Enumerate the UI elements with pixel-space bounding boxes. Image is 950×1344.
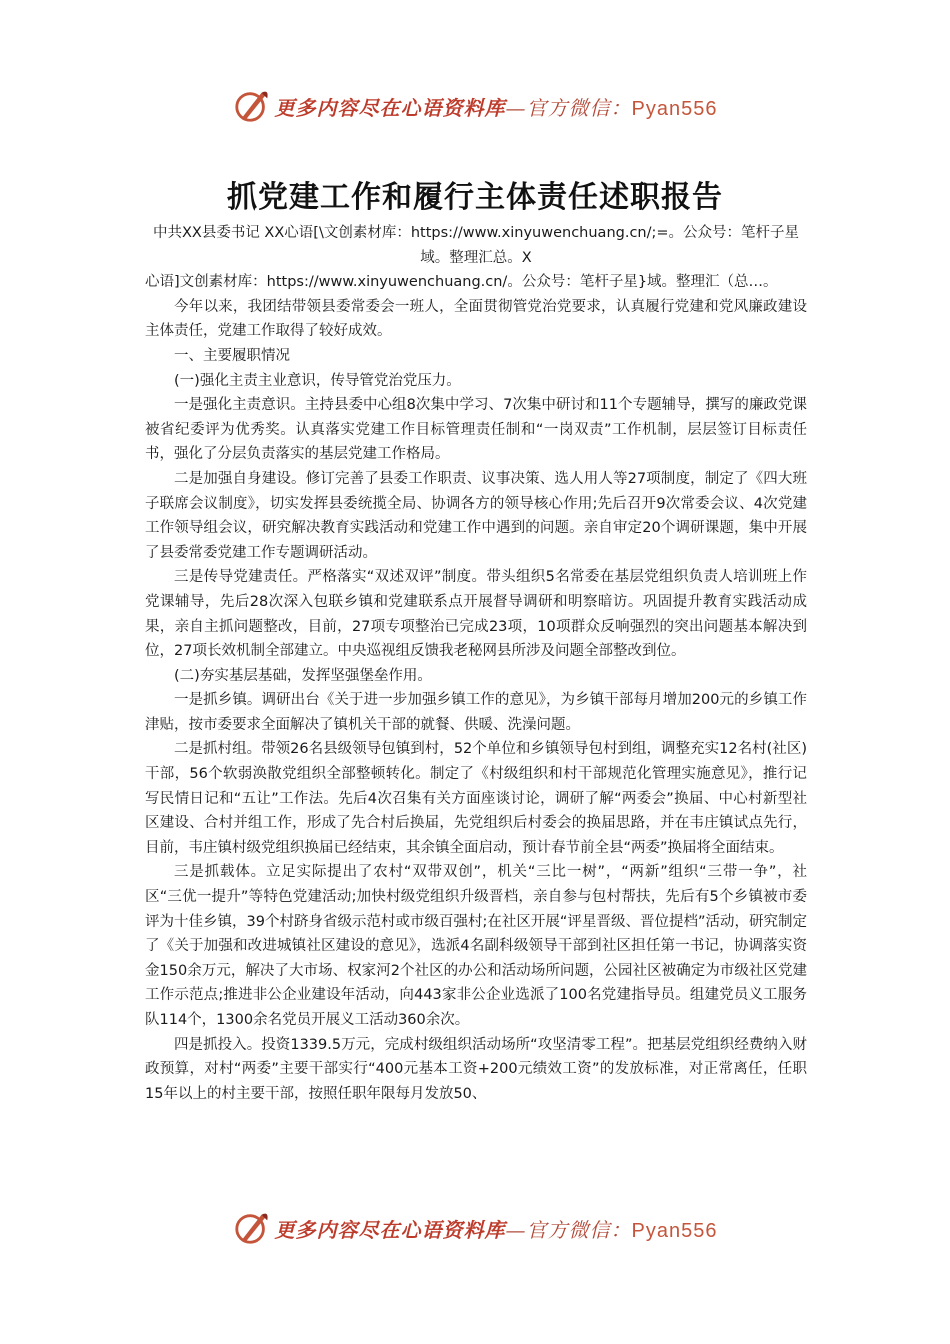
banner-dash: — [505, 1217, 527, 1242]
subsection-heading-1: (一)强化主责主业意识，传导管党治党压力。 [174, 372, 461, 389]
banner-dash: — [505, 95, 527, 120]
paragraph: 一是强化主责意识。主持县委中心组8次集中学习、7次集中研讨和11个专题辅导，撰写的廉政党课被省纪委评为优秀奖。认真落实党建工作目标管理责任制和“一岗双责”工作机制，层层签订目标责任书，强化了分层负责落实的基层党建工作格局。 [145, 397, 807, 463]
meta-line-1: 中共XX县委书记 XX心语[\文创素材库：https://www.xinyuwenchuang.cn/;=。公众号：笔杆子星域。整理汇总。X [152, 225, 800, 266]
document-body [145, 221, 807, 1106]
banner-text [275, 92, 718, 121]
paragraph: 一是抓乡镇。调研出台《关于进一步加强乡镇工作的意见》，为乡镇干部每月增加200元的乡镇工作津贴，按市委要求全面解决了镇机关干部的就餐、供暖、洗澡问题。 [145, 692, 807, 733]
banner-wechat-id: Pyan556 [631, 1219, 718, 1242]
document-title: 抓党建工作和履行主体责任述职报告 [227, 180, 723, 215]
paragraph: 三是传导党建责任。严格落实“双述双评”制度。带头组织5名常委在基层党组织负责人培训班上作党课辅导，先后28次深入包联乡镇和党建联系点开展督导调研和明察暗访。巩固提升教育实践活动成果，亲自主抓问题整改，目前，27项专项整治已完成23项，10项群众反响强烈的突出问题基本解决到位，27项长效机制全部建立。中央巡视组反馈我老秘网县所涉及问题全部整改到位。 [145, 569, 807, 660]
banner-wechat-label: 官方微信： [526, 1217, 632, 1242]
paragraph-intro: 今年以来，我团结带领县委常委会一班人，全面贯彻管党治党要求，认真履行党建和党风廉政建设主体责任，党建工作取得了较好成效。 [145, 298, 807, 340]
quill-logo-icon [233, 1209, 271, 1247]
banner-text [275, 1214, 718, 1243]
banner-wechat-label: 官方微信： [526, 95, 632, 120]
quill-logo-icon [233, 87, 271, 125]
meta-line-2: 心语]文创素材库：https://www.xinyuwenchuang.cn/。公众号：笔杆子星}域。整理汇（总…。 [145, 274, 778, 291]
footer-banner [0, 1206, 950, 1250]
paragraph: 二是加强自身建设。修订完善了县委工作职责、议事决策、选人用人等27项制度，制定了《四大班子联席会议制度》，切实发挥县委统揽全局、协调各方的领导核心作用;先后召开9次常委会议、4次党建工作领导组会议，研究解决教育实践活动和党建工作中遇到的问题。亲自审定20个调研课题，集中开展了县委常委党建工作专题调研活动。 [145, 470, 807, 561]
banner-wechat-id: Pyan556 [631, 97, 718, 120]
banner-brand: 更多内容尽在心语资料库 [274, 95, 506, 120]
paragraph: 二是抓村组。带领26名县级领导包镇到村，52个单位和乡镇领导包村到组，调整充实12名村(社区)干部，56个软弱涣散党组织全部整顿转化。制定了《村级组织和村干部规范化管理实施意见》，推行记写民情日记和“五让”工作法。先后4次召集有关方面座谈讨论，调研了解“两委会”换届、中心村新型社区建设、合村并组工作，形成了先合村后换届，先党组织后村委会的换届思路，并在韦庄镇试点先行，目前，韦庄镇村级党组织换届已经结束，其余镇全面启动，预计春节前全县“两委”换届将全面结束。 [145, 741, 807, 856]
paragraph: 四是抓投入。投资1339.5万元，完成村级组织活动场所“攻坚清零工程”。把基层党组织经费纳入财政预算，对村“两委”主要干部实行“400元基本工资+200元绩效工资”的发放标准，对正常离任，任职15年以上的村主要干部，按照任职年限每月发放50、 [145, 1036, 807, 1102]
subsection-heading-2: (二)夯实基层基础，发挥坚强堡垒作用。 [174, 667, 432, 684]
banner-brand: 更多内容尽在心语资料库 [274, 1217, 506, 1242]
section-heading-1: 一、主要履职情况 [174, 347, 290, 364]
header-banner [0, 84, 950, 128]
paragraph: 三是抓载体。立足实际提出了农村“双带双创”，机关“三比一树”，“两新”组织“三带一争”，社区“三优一提升”等特色党建活动;加快村级党组织升级晋档，亲自参与包村帮扶，先后有5个乡镇被市委评为十佳乡镇，39个村跻身省级示范村或市级百强村;在社区开展“评星晋级、晋位提档”活动，研究制定了《关于加强和改进城镇社区建设的意见》，选派4名副科级领导干部到社区担任第一书记，协调落实资金150余万元，解决了大市场、权家河2个社区的办公和活动场所问题，公园社区被确定为市级社区党建工作示范点;推进非公企业建设年活动，向443家非公企业选派了100名党建指导员。组建党员义工服务队114个，1300余名党员开展义工活动360余次。 [145, 864, 807, 1028]
